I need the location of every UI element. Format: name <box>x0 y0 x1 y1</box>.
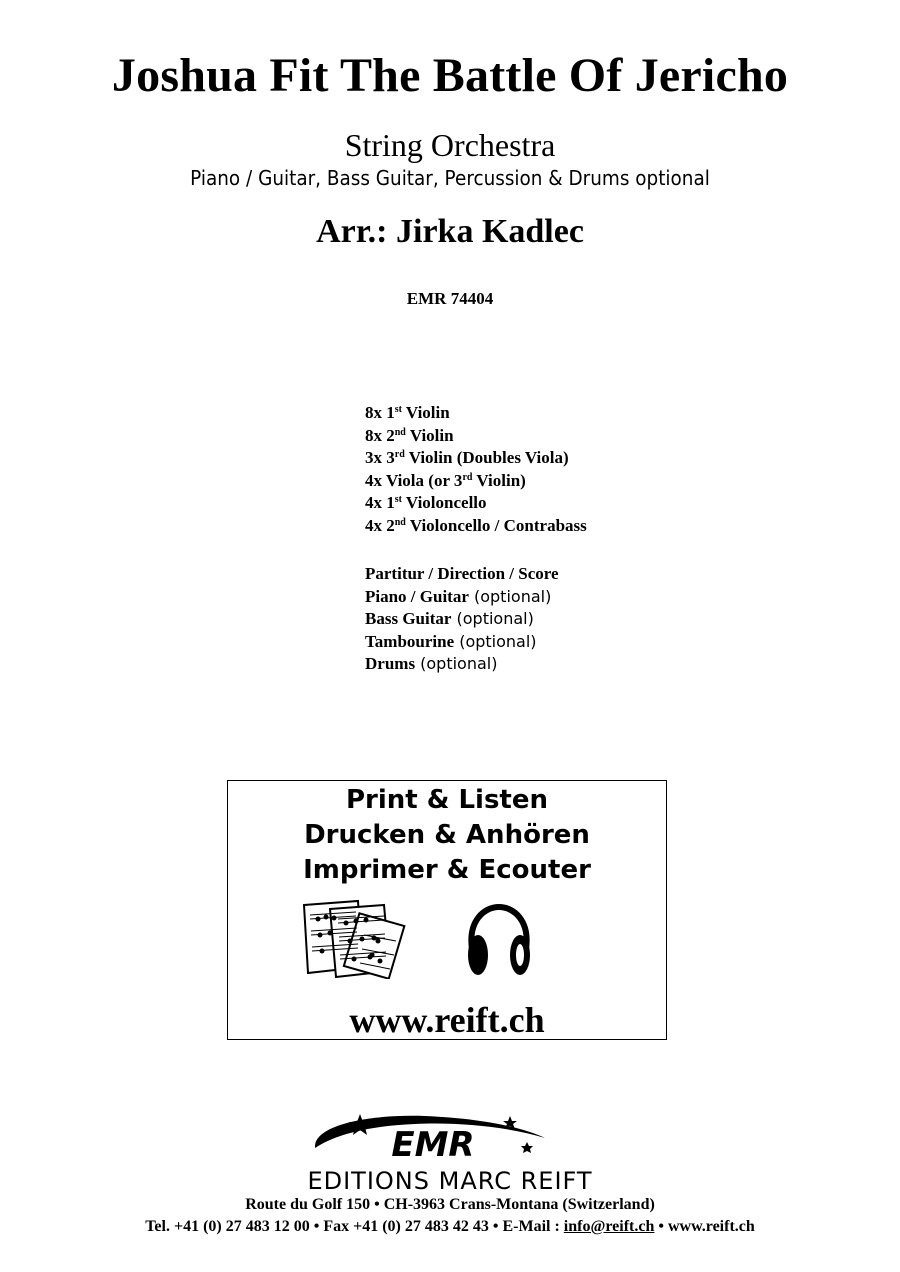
website-url[interactable]: www.reift.ch <box>349 1000 545 1040</box>
ensemble-subtitle: String Orchestra <box>344 127 556 163</box>
extra-item: Partitur / Direction / Score <box>365 564 559 583</box>
print-listen-line-de: Drucken & Anhören <box>304 820 590 850</box>
publisher-address: Route du Golf 150 • CH-3963 Crans-Montana (Switzerland) <box>245 1196 655 1213</box>
part-item: 4x Viola (or 3rd Violin) <box>365 470 526 490</box>
print-listen-line-fr: Imprimer & Ecouter <box>303 855 591 885</box>
email-link[interactable]: info@reift.ch <box>563 1218 655 1235</box>
part-item: 8x 1st Violin <box>365 403 450 422</box>
part-item: 3x 3rd Violin (Doubles Viola) <box>365 448 569 468</box>
extras-list <box>365 563 559 676</box>
extra-item: Bass Guitar (optional) <box>365 609 534 629</box>
extra-item: Piano / Guitar (optional) <box>365 586 552 606</box>
extra-item: Tambourine (optional) <box>365 631 537 651</box>
arranger: Arr.: Jirka Kadlec <box>316 213 584 250</box>
headphones-icon <box>464 903 534 979</box>
print-listen-box <box>227 780 667 1040</box>
publisher-contact: Tel. +41 (0) 27 483 12 00 • Fax +41 (0) 27 483 42 43 • E-Mail : info@reift.ch • www.reift.ch <box>145 1218 755 1235</box>
publisher-name: EDITIONS MARC REIFT <box>307 1167 593 1195</box>
part-item: 4x 1st Violoncello <box>365 493 487 513</box>
logo-text: EMR <box>391 1125 475 1165</box>
part-item: 4x 2nd Violoncello / Contrabass <box>365 515 587 535</box>
print-listen-line-en: Print & Listen <box>345 785 549 815</box>
emr-logo <box>305 1108 555 1168</box>
page-title: Joshua Fit The Battle Of Jericho <box>111 49 789 102</box>
sheet-music-icon <box>300 899 412 979</box>
parts-list <box>365 402 587 538</box>
extra-item: Drums (optional) <box>365 654 498 674</box>
optional-instruments: Piano / Guitar, Bass Guitar, Percussion & Drums optional <box>190 166 710 190</box>
catalog-number: EMR 74404 <box>406 289 494 308</box>
part-item: 8x 2nd Violin <box>365 425 454 445</box>
